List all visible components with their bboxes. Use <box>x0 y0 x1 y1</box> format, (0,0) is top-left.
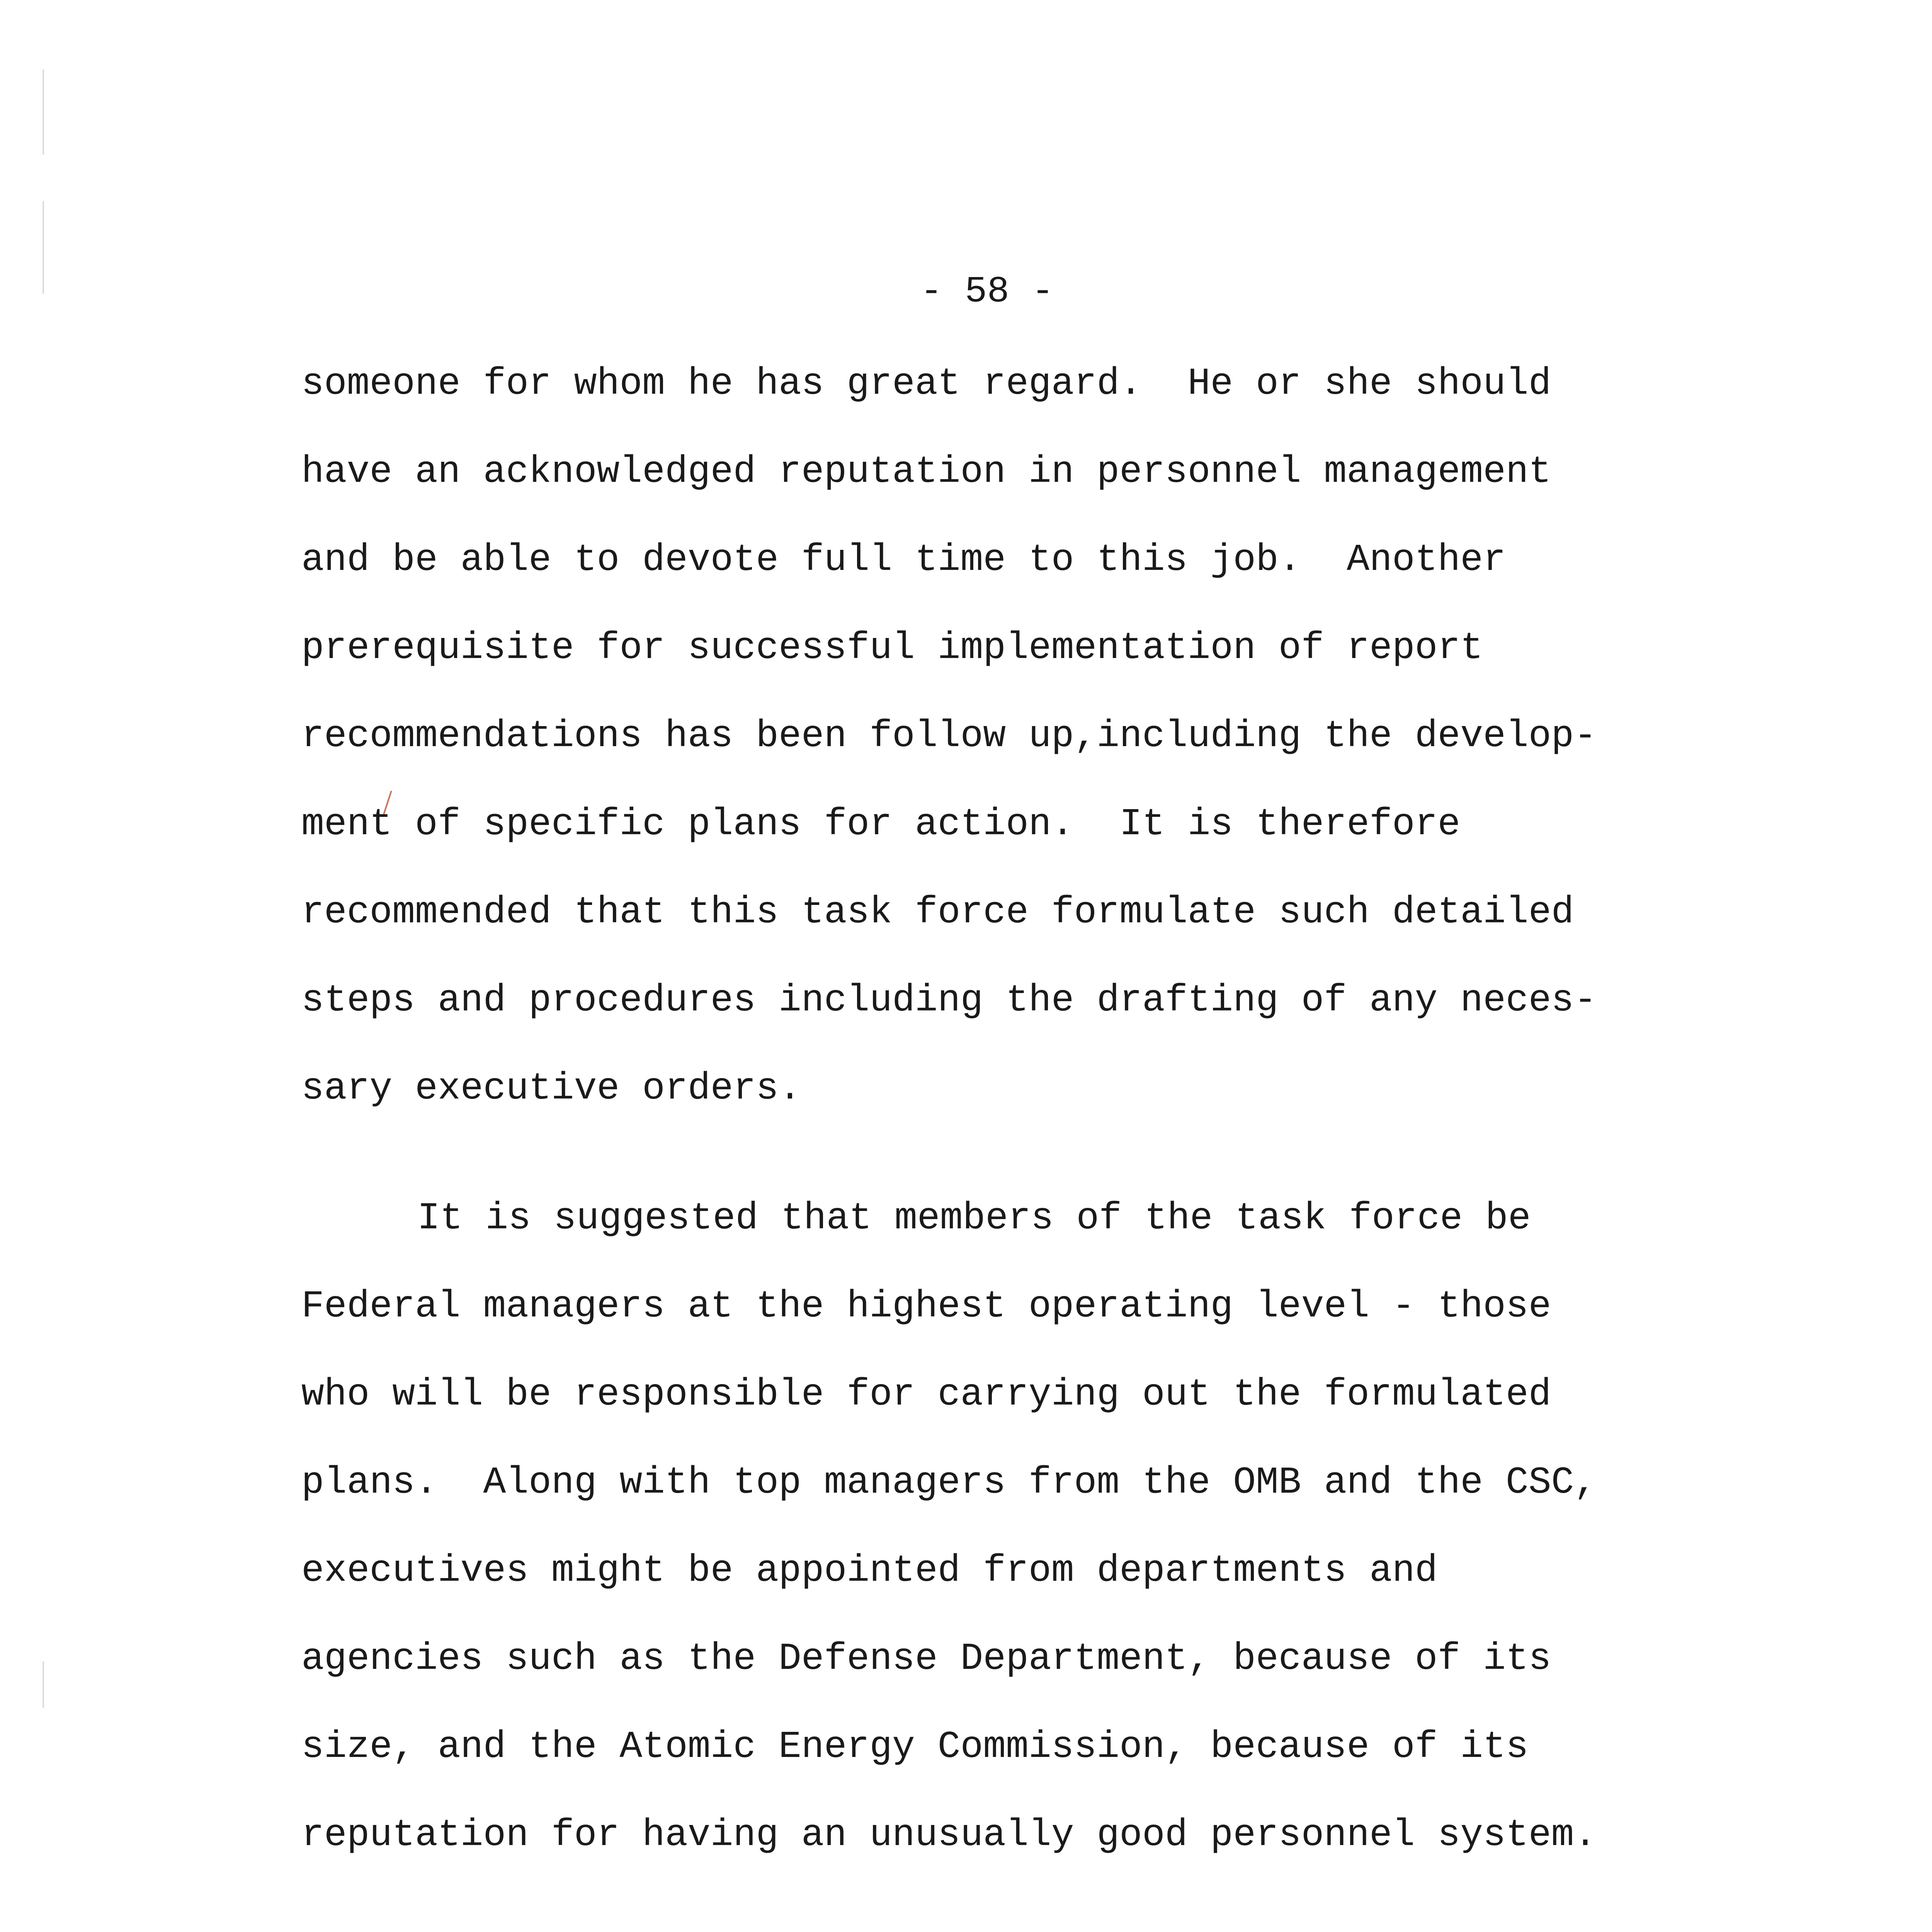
text-line: prerequisite for successful implementation of report <box>301 627 1483 670</box>
text-line: sary executive orders. <box>301 1067 801 1110</box>
text-line: Federal managers at the highest operating level - those <box>301 1285 1551 1328</box>
text-line: recommended that this task force formulate such detailed <box>301 891 1574 934</box>
text-line: reputation for having an unusually good personnel system. <box>301 1814 1597 1857</box>
text-line: plans. Along with top managers from the OMB and the CSC, <box>301 1461 1597 1504</box>
text-line: ment of specific plans for action. It is therefore <box>301 803 1461 846</box>
text-line: executives might be appointed from departments and <box>301 1549 1438 1592</box>
scan-margin-mark <box>43 1662 44 1708</box>
text-line: size, and the Atomic Energy Commission, because of its <box>301 1726 1529 1769</box>
text-line: have an acknowledged reputation in personnel management <box>301 451 1551 493</box>
paragraph-2 <box>301 1175 1654 1879</box>
text-line: agencies such as the Defense Department, because of its <box>301 1638 1551 1680</box>
text-line: recommendations has been follow up,including the develop- <box>301 715 1597 758</box>
page-number: - 58 - <box>920 270 1054 313</box>
text-line: who will be responsible for carrying out the formulated <box>301 1373 1551 1416</box>
text-line: and be able to devote full time to this job. Another <box>301 539 1506 582</box>
text-line: someone for whom he has great regard. He or she should <box>301 362 1551 405</box>
text-line: steps and procedures including the drafting of any neces- <box>301 979 1597 1022</box>
paragraph-1 <box>301 340 1654 1133</box>
scan-margin-mark <box>43 70 44 155</box>
text-line: It is suggested that members of the task force be <box>417 1197 1531 1240</box>
